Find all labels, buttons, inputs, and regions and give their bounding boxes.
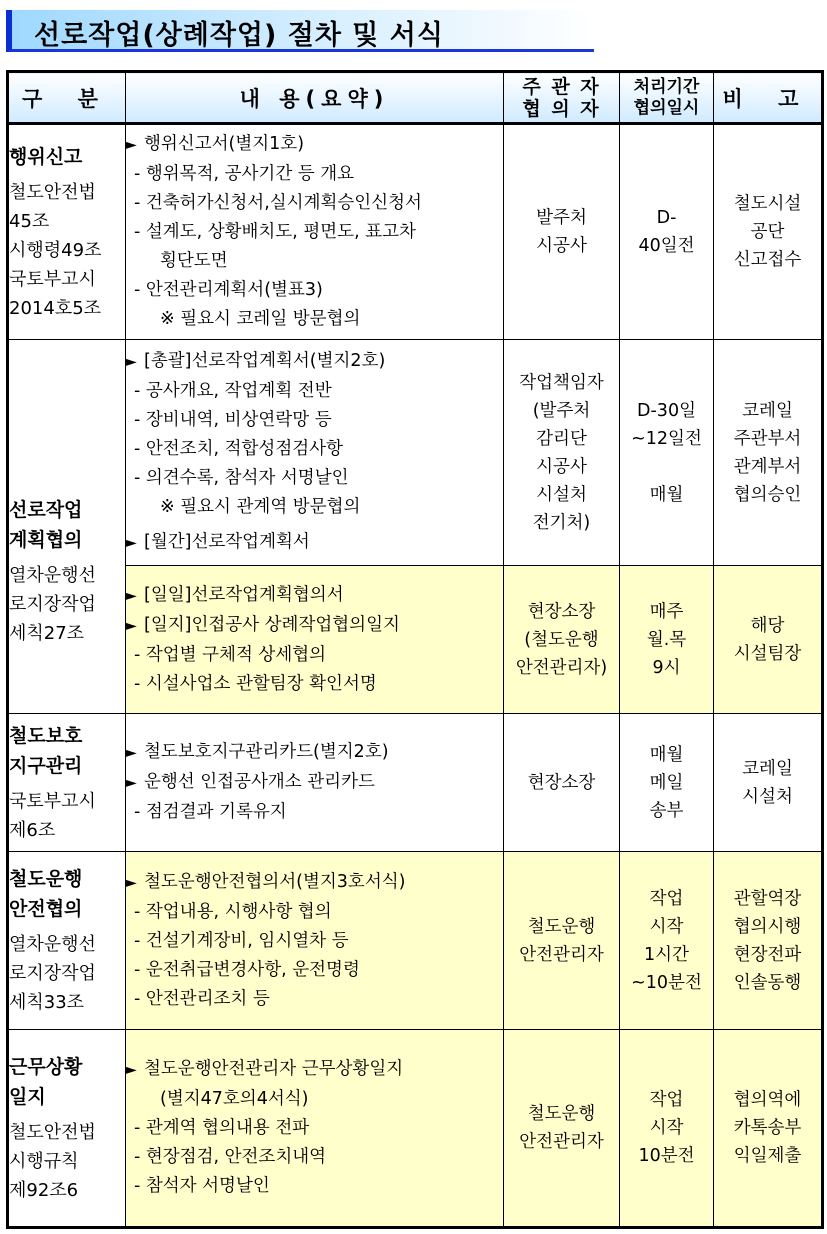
content-line bbox=[126, 738, 503, 768]
arrow-bullet-icon: ► bbox=[126, 874, 137, 891]
content-line: - 시설사업소 관할팀장 확인서명 bbox=[134, 673, 377, 694]
note-cell bbox=[714, 852, 823, 1030]
arrow-bullet-icon: ► bbox=[126, 1062, 137, 1078]
arrow-bullet-icon: ► bbox=[126, 617, 137, 634]
note-cell-line: 관할역장 bbox=[733, 888, 802, 909]
note-cell bbox=[714, 124, 823, 340]
period-cell-line: 매주 bbox=[649, 601, 684, 622]
title-bar bbox=[6, 10, 594, 52]
arrow-bullet-icon: ► bbox=[126, 354, 137, 370]
party-cell bbox=[504, 1030, 620, 1228]
content-line bbox=[126, 528, 503, 558]
content-cell bbox=[126, 340, 504, 566]
note-cell bbox=[714, 340, 823, 566]
period-cell-line: 시작 bbox=[649, 916, 684, 937]
content-line: - 작업내용, 시행사항 협의 bbox=[134, 901, 332, 922]
content-cell bbox=[126, 566, 504, 714]
category-law-line: 시행령49조 bbox=[9, 239, 102, 261]
content-line: ※ 필요시 코레일 방문협의 bbox=[160, 309, 361, 329]
content-line bbox=[126, 768, 503, 798]
arrow-bullet-icon: ► bbox=[126, 535, 137, 551]
party-cell-line: 철도운행 bbox=[527, 1104, 596, 1124]
note-cell-line: 코레일 bbox=[742, 400, 793, 421]
content-line: - 참석자 서명날인 bbox=[134, 1176, 270, 1196]
party-cell bbox=[504, 852, 620, 1030]
party-cell-line: 안전관리자 bbox=[519, 1132, 604, 1152]
party-cell-line: 감리단 bbox=[536, 428, 587, 449]
period-cell-line: ~10분전 bbox=[631, 972, 702, 993]
content-text: 철도운행안전관리자 근무상황일지 bbox=[144, 1059, 404, 1079]
content-line: - 건설기계장비, 임시열차 등 bbox=[134, 930, 349, 951]
content-text: 행위신고서(별지1호) bbox=[144, 134, 305, 154]
content-line bbox=[126, 581, 503, 611]
party-cell-line: 현장소장 bbox=[527, 772, 596, 793]
note-cell bbox=[714, 714, 823, 852]
period-cell-line: 매월 bbox=[649, 484, 684, 505]
header-period: 처리기간 협의일시 bbox=[620, 72, 714, 124]
category-law-line: 시행규칙 bbox=[9, 1150, 79, 1172]
note-cell-line: 시설처 bbox=[742, 786, 793, 807]
content-line: - 운전취급변경사항, 운전명령 bbox=[134, 959, 360, 980]
note-cell-line: 신고접수 bbox=[733, 250, 802, 270]
note-cell-line: 협의승인 bbox=[733, 484, 802, 505]
category-law-line: 45조 bbox=[9, 210, 50, 232]
period-cell-line: 40일전 bbox=[638, 236, 695, 256]
content-line: - 의견수록, 참석자 서명날인 bbox=[134, 468, 349, 488]
note-cell-line: 시설팀장 bbox=[733, 643, 802, 664]
party-cell-line: 작업책임자 bbox=[519, 372, 604, 393]
period-cell-line: 매월 bbox=[649, 744, 684, 765]
period-cell bbox=[620, 124, 714, 340]
category-title: 지구관리 bbox=[9, 754, 83, 777]
content-cell bbox=[126, 852, 504, 1030]
period-cell-line: 메일 bbox=[649, 772, 684, 793]
content-line: (별지47호의4서식) bbox=[160, 1089, 309, 1109]
note-cell-line: 카톡송부 bbox=[733, 1118, 802, 1138]
content-line: - 안전관리조치 등 bbox=[134, 988, 270, 1009]
content-line: - 건축허가신청서,실시계획승인신청서 bbox=[134, 193, 422, 213]
period-cell-line: D-30일 bbox=[637, 400, 696, 421]
period-cell-line: 작업 bbox=[649, 888, 684, 909]
note-cell-line: 협의역에 bbox=[733, 1090, 802, 1110]
note-cell-line: 공단 bbox=[750, 222, 785, 242]
period-cell-line: 9시 bbox=[652, 657, 681, 678]
period-cell-line: ~12일전 bbox=[631, 428, 702, 449]
category-law bbox=[9, 178, 125, 323]
note-cell-line: 협의시행 bbox=[733, 916, 802, 937]
category-law bbox=[9, 930, 125, 1017]
header-content: 내 용(요약) bbox=[126, 72, 504, 124]
category-law-line: 국토부고시 bbox=[9, 268, 96, 290]
content-line: ※ 필요시 관계역 방문협의 bbox=[160, 497, 361, 517]
category-law bbox=[9, 787, 125, 845]
category-cell bbox=[8, 852, 126, 1030]
party-cell-line: 안전관리자 bbox=[519, 944, 604, 965]
category-law-line: 열차운행선 bbox=[9, 934, 96, 955]
party-cell-line: 발주처 bbox=[536, 208, 587, 228]
category-law-line: 철도안전법 bbox=[9, 181, 96, 203]
party-cell bbox=[504, 566, 620, 714]
category-cell bbox=[8, 714, 126, 852]
period-cell bbox=[620, 340, 714, 566]
period-cell bbox=[620, 714, 714, 852]
content-line bbox=[126, 347, 503, 377]
content-text: [일지]인접공사 상례작업협의일지 bbox=[144, 614, 400, 635]
period-cell bbox=[620, 852, 714, 1030]
note-cell bbox=[714, 566, 823, 714]
party-cell-line: 철도운행 bbox=[527, 916, 596, 937]
category-law-line: 제92조6 bbox=[9, 1179, 79, 1201]
table-header-row bbox=[8, 72, 823, 124]
header-party: 주 관 자 협 의 자 bbox=[504, 72, 620, 124]
period-cell-line bbox=[620, 453, 713, 481]
party-cell-line: 안전관리자) bbox=[515, 657, 608, 678]
party-cell bbox=[504, 340, 620, 566]
table-row bbox=[8, 852, 823, 1030]
content-text: 운행선 인접공사개소 관리카드 bbox=[144, 772, 375, 792]
category-title: 철도운행 bbox=[9, 868, 83, 890]
category-law bbox=[9, 1118, 125, 1205]
note-cell bbox=[714, 1030, 823, 1228]
category-law-line: 국토부고시 bbox=[9, 790, 96, 812]
category-title: 안전협의 bbox=[9, 898, 83, 920]
content-line: - 점검결과 기록유지 bbox=[134, 802, 287, 822]
category-cell bbox=[8, 1030, 126, 1228]
category-law-line: 세칙27조 bbox=[9, 623, 85, 644]
table-row bbox=[8, 340, 823, 566]
party-cell bbox=[504, 124, 620, 340]
period-cell-line: 1시간 bbox=[644, 944, 689, 965]
category-law-line: 2014호5조 bbox=[9, 297, 102, 319]
party-cell-line: 시공사 bbox=[536, 236, 587, 256]
content-line: - 안전관리계획서(별표3) bbox=[134, 280, 323, 300]
category-law-line: 철도안전법 bbox=[9, 1121, 96, 1143]
category-title: 행위신고 bbox=[9, 145, 83, 168]
party-cell bbox=[504, 714, 620, 852]
category-title: 일지 bbox=[9, 1085, 46, 1108]
category-law bbox=[9, 561, 125, 648]
category-title: 철도보호 bbox=[9, 724, 83, 747]
content-line: - 설계도, 상황배치도, 평면도, 표고차 bbox=[134, 222, 416, 242]
period-cell-line: 시작 bbox=[649, 1118, 684, 1138]
party-cell-line: 시공사 bbox=[536, 456, 587, 477]
category-law-line: 로지장작업 bbox=[9, 963, 96, 984]
arrow-bullet-icon: ► bbox=[126, 587, 137, 604]
period-cell-line: 월.목 bbox=[646, 629, 687, 650]
category-law-line: 로지장작업 bbox=[9, 594, 96, 615]
table-row bbox=[8, 1030, 823, 1228]
content-line bbox=[126, 130, 503, 160]
content-line bbox=[126, 868, 503, 898]
note-cell-line: 관계부서 bbox=[733, 456, 802, 477]
party-cell-line: 시설처 bbox=[536, 484, 587, 505]
content-line: - 장비내역, 비상연락망 등 bbox=[134, 410, 332, 430]
content-cell bbox=[126, 714, 504, 852]
category-title: 근무상황 bbox=[9, 1055, 83, 1078]
note-cell-line: 철도시설 bbox=[733, 194, 802, 214]
party-cell-line: (철도운행 bbox=[524, 629, 599, 650]
arrow-bullet-icon: ► bbox=[126, 137, 137, 153]
content-text: [총괄]선로작업계획서(별지2호) bbox=[144, 351, 386, 371]
period-cell-line: 송부 bbox=[649, 800, 684, 821]
note-cell-line: 인솔동행 bbox=[733, 972, 802, 993]
period-cell bbox=[620, 1030, 714, 1228]
period-cell-line: 10분전 bbox=[638, 1146, 695, 1166]
header-note: 비 고 bbox=[714, 72, 823, 124]
category-law-line: 제6조 bbox=[9, 819, 56, 841]
procedure-table bbox=[6, 70, 824, 1229]
content-line: - 작업별 구체적 상세협의 bbox=[134, 644, 327, 665]
table-row bbox=[8, 714, 823, 852]
category-law-line: 열차운행선 bbox=[9, 565, 96, 586]
category-title: 선로작업 bbox=[9, 499, 83, 521]
party-cell-line: 현장소장 bbox=[527, 601, 596, 622]
content-text: [월간]선로작업계획서 bbox=[144, 532, 310, 552]
party-cell-line: 전기처) bbox=[532, 512, 591, 533]
content-line: 횡단도면 bbox=[160, 251, 228, 271]
note-cell-line: 현장전파 bbox=[733, 944, 802, 965]
content-text: 철도보호지구관리카드(별지2호) bbox=[144, 742, 389, 762]
content-text: 철도운행안전협의서(별지3호서식) bbox=[144, 871, 406, 892]
period-cell-line: D- bbox=[656, 208, 677, 228]
party-cell-line: (발주처 bbox=[532, 400, 591, 421]
note-cell-line: 주관부서 bbox=[733, 428, 802, 449]
table-row bbox=[8, 124, 823, 340]
category-cell bbox=[8, 340, 126, 714]
category-cell bbox=[8, 124, 126, 340]
content-cell bbox=[126, 124, 504, 340]
content-cell bbox=[126, 1030, 504, 1228]
note-cell-line: 코레일 bbox=[742, 758, 793, 779]
content-line: - 관계역 협의내용 전파 bbox=[134, 1118, 310, 1138]
table-row bbox=[8, 566, 823, 714]
header-category: 구 분 bbox=[8, 72, 126, 124]
arrow-bullet-icon: ► bbox=[126, 745, 137, 761]
content-line: - 현장점검, 안전조치내역 bbox=[134, 1147, 327, 1167]
period-cell-line: 작업 bbox=[649, 1090, 684, 1110]
content-line bbox=[126, 611, 503, 641]
period-cell bbox=[620, 566, 714, 714]
content-line: - 행위목적, 공사기간 등 개요 bbox=[134, 164, 355, 184]
page-title: 선로작업(상례작업) 절차 및 서식 bbox=[34, 20, 444, 51]
category-title: 계획협의 bbox=[9, 529, 83, 551]
note-cell-line: 익일제출 bbox=[733, 1146, 802, 1166]
content-line: - 공사개요, 작업계획 전반 bbox=[134, 381, 332, 401]
category-law-line: 세칙33조 bbox=[9, 992, 85, 1013]
content-line: - 안전조치, 적합성점검사항 bbox=[134, 439, 343, 459]
content-line bbox=[126, 1055, 503, 1085]
arrow-bullet-icon: ► bbox=[126, 775, 137, 791]
note-cell-line: 해당 bbox=[750, 615, 785, 636]
content-text: [일일]선로작업계획협의서 bbox=[144, 584, 344, 605]
